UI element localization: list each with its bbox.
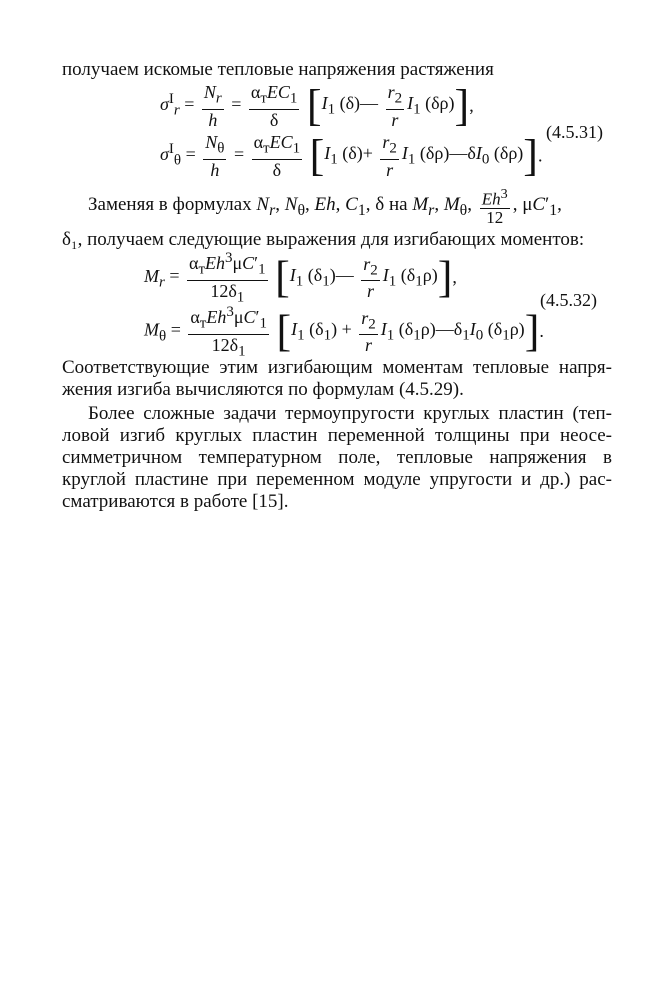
text-line-5: жения изгиба вычисляются по формулам (4.5.29).	[62, 379, 464, 400]
text-line-9: круглой пластине при переменном модуле упругости и др.) рас-	[62, 469, 612, 490]
equation-sigma-theta: $\sigma^I_\theta$ = $\frac{N_\theta}{h}$ = $\frac{\alpha_тEC_1}{\delta}$ [$I_1$ (δ)+ $\frac{r_2}{r}$ $I_1$ $(\delta\rho)—\delta I_0$ (δρ)].	[160, 130, 543, 180]
equation-M-theta: $M_\theta$ = $\frac{\alpha_тEh^3\mu C'_1}{12\delta_1}$ [$I_1$ $(\delta_1)$ + $\frac{r_2}{r}$ $I_1$ $(\delta_1\rho)—\delta_1I_0$ $(\delta_1\rho)$].	[144, 304, 544, 360]
text-line-2: Заменяя в формулах $N_r$, $N_\theta$, Eh, $C_1$, δ на $M_r$, $M_\theta$, $\frac{Eh^3}{12}$ , $\mu C'_1$,	[88, 186, 562, 227]
equation-number-4-5-32: (4.5.32)	[540, 290, 597, 310]
text-line-10: сматриваются в работе [15].	[62, 491, 289, 512]
equation-sigma-r: $\sigma^I_r$ = $\frac{N_r}{h}$ = $\frac{\alpha_тEC_1}{\delta}$ [$I_1$ (δ)— $\frac{r_2}{r}$ $I_1$ (δρ)],	[160, 80, 474, 130]
equation-number-4-5-31: (4.5.31)	[546, 122, 603, 142]
text-line-6: Более сложные задачи термоупругости круглых пластин (теп-	[88, 403, 612, 424]
text-line-8: симметричном температурном поле, тепловые напряжения в	[62, 447, 612, 468]
text-line-3: δ₁, получаем следующие выражения для изгибающих моментов:	[62, 229, 585, 250]
text-line-1: получаем искомые тепловые напряжения растяжения	[62, 59, 494, 80]
text-line-4: Соответствующие этим изгибающим моментам тепловые напря-	[62, 357, 612, 378]
text-line-7: ловой изгиб круглых пластин переменной толщины при неосе-	[62, 425, 612, 446]
equation-M-r: $M_r$ = $\frac{\alpha_тEh^3\mu C'_1}{12\delta_1}$ [$I_1$ $(\delta_1)—$ $\frac{r_2}{r}$ $I_1$ $(\delta_1\rho)$],	[144, 250, 457, 306]
